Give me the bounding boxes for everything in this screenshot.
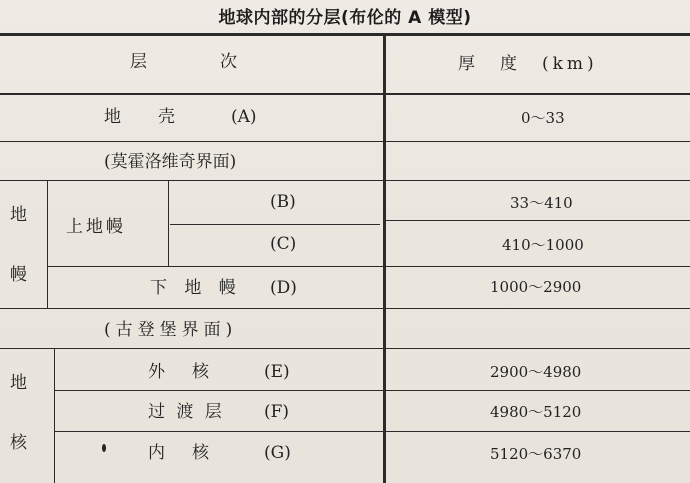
layer-g-code: (G): [264, 443, 291, 463]
layer-c-code: (C): [270, 234, 297, 254]
thickness-column-header: 厚 度 (km): [458, 54, 598, 74]
top-rule: [0, 33, 690, 36]
outer-core-bottom-rule: [55, 390, 690, 391]
column-divider: [383, 33, 386, 483]
crust-thickness: 0～33: [521, 109, 565, 127]
layer-f-thickness: 4980～5120: [490, 403, 582, 421]
moho-bottom-rule: [0, 180, 690, 181]
lower-mantle-label: 下 地 幔: [150, 278, 242, 298]
layer-f-code: (F): [264, 402, 290, 422]
core-group-label-1: 地: [10, 373, 27, 393]
table-title: 地球内部的分层(布伦的 A 模型): [218, 8, 472, 28]
transition-layer-label: 过 渡 层: [148, 402, 225, 422]
upper-mantle-split-rule: [170, 224, 380, 225]
layer-column-header: 层 次: [130, 52, 265, 72]
layer-e-thickness: 2900～4980: [490, 363, 582, 381]
layer-d-code: (D): [270, 278, 297, 298]
layer-g-thickness: 5120～6370: [490, 445, 582, 463]
mantle-group-divider: [47, 181, 48, 308]
layer-b-code: (B): [270, 192, 296, 212]
core-group-divider: [54, 349, 55, 483]
b-c-right-rule: [386, 220, 690, 221]
upper-mantle-divider: [168, 181, 169, 266]
layer-d-thickness: 1000～2900: [490, 278, 582, 296]
mantle-group-label-1: 地: [10, 205, 27, 225]
crust-bottom-rule: [0, 141, 690, 142]
crust-label: 地 壳: [104, 107, 185, 127]
layer-e-code: (E): [264, 362, 290, 382]
crust-code: (A): [231, 107, 257, 127]
gutenberg-label: (古登堡界面): [104, 320, 238, 340]
transition-bottom-rule: [55, 431, 690, 432]
core-group-label-2: 核: [10, 433, 27, 453]
ink-spot: [102, 444, 106, 452]
upper-mantle-label: 上地幔: [66, 217, 126, 237]
inner-core-label: 内 核: [148, 443, 214, 463]
outer-core-label: 外 核: [148, 362, 214, 382]
layer-c-thickness: 410～1000: [502, 236, 584, 254]
gutenberg-bottom-rule: [0, 348, 690, 349]
mantle-group-label-2: 幔: [10, 265, 27, 285]
moho-label: (莫霍洛维奇界面): [104, 152, 237, 172]
mantle-bottom-rule: [0, 308, 690, 309]
upper-lower-mantle-rule: [48, 266, 690, 267]
layer-b-thickness: 33～410: [510, 194, 573, 212]
header-rule: [0, 93, 690, 95]
